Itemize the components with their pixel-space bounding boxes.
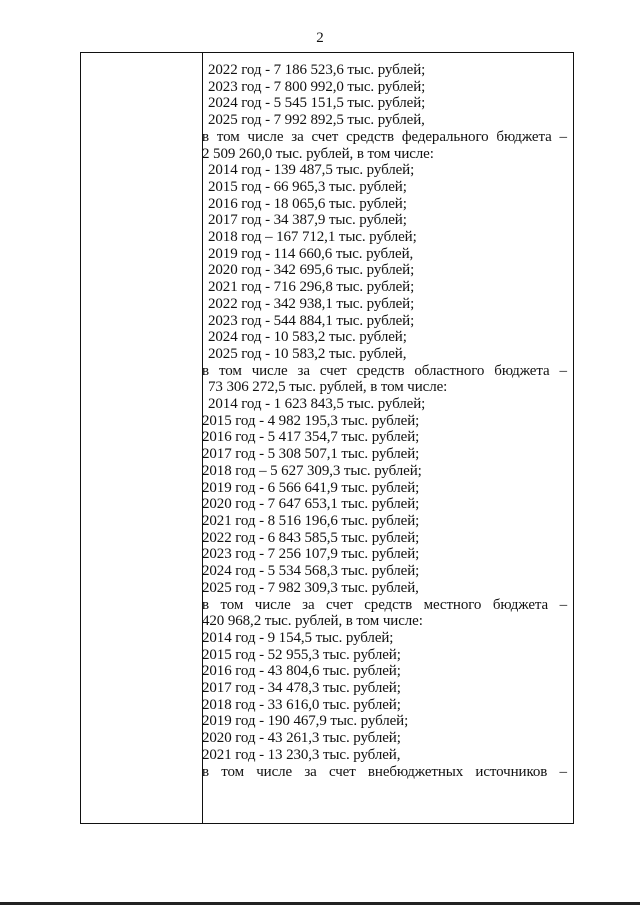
text-word: средств (356, 362, 405, 379)
text-line: 2016 год - 5 417 354,7 тыс. рублей; (202, 429, 420, 446)
text-line: 2025 год - 10 583,2 тыс. рублей, (208, 345, 407, 362)
text-word: за (291, 128, 304, 145)
text-word: бюджета (494, 362, 550, 379)
text-line: 2020 год - 43 261,3 тыс. рублей; (202, 730, 401, 747)
text-word: местного (423, 596, 482, 613)
text-line: 2021 год - 716 296,8 тыс. рублей; (208, 279, 415, 296)
text-line: 2022 год - 342 938,1 тыс. рублей; (208, 295, 415, 312)
text-line: 2015 год - 4 982 195,3 тыс. рублей; (202, 412, 420, 429)
text-line: 2018 год – 5 627 309,3 тыс. рублей; (202, 462, 422, 479)
text-word: средств (364, 596, 413, 613)
text-word: – (559, 128, 567, 145)
text-line (202, 129, 567, 146)
funding-text-cell (202, 62, 567, 780)
text-line: 2020 год - 342 695,6 тыс. рублей; (208, 262, 415, 279)
text-word: областного (414, 362, 485, 379)
text-word: – (559, 763, 567, 780)
text-word: источников (475, 763, 548, 780)
text-line: 2014 год - 1 623 843,5 тыс. рублей; (208, 396, 426, 413)
text-line: 2016 год - 43 804,6 тыс. рублей; (202, 663, 401, 680)
text-word: за (297, 362, 310, 379)
text-word: счет (326, 596, 353, 613)
text-word: том (221, 763, 244, 780)
text-line: 2017 год - 34 478,3 тыс. рублей; (202, 680, 401, 697)
text-word: в (202, 362, 209, 379)
text-line: 2019 год - 6 566 641,9 тыс. рублей; (202, 479, 420, 496)
text-word: счет (328, 763, 356, 780)
content-table (80, 52, 574, 824)
text-line: 2016 год - 18 065,6 тыс. рублей; (208, 195, 407, 212)
text-word: в (202, 596, 209, 613)
text-word: за (302, 596, 315, 613)
text-line: 2023 год - 544 884,1 тыс. рублей; (208, 312, 415, 329)
text-line: 2015 год - 66 965,3 тыс. рублей; (208, 178, 407, 195)
text-word: бюджета (492, 596, 549, 613)
text-line: 2021 год - 8 516 196,6 тыс. рублей; (202, 512, 420, 529)
text-line: 2018 год - 33 616,0 тыс. рублей; (202, 696, 401, 713)
text-line: 2014 год - 9 154,5 тыс. рублей; (202, 629, 394, 646)
text-word: том (216, 128, 240, 145)
text-line: 2 509 260,0 тыс. рублей, в том числе: (202, 145, 434, 162)
text-line: 2015 год - 52 955,3 тыс. рублей; (202, 646, 401, 663)
page-number: 2 (316, 30, 324, 46)
text-word: в (202, 128, 209, 145)
text-line: 2021 год - 13 230,3 тыс. рублей, (202, 746, 401, 763)
text-word: федерального (401, 128, 489, 145)
text-line (202, 597, 567, 614)
text-line: 2024 год - 5 534 568,3 тыс. рублей; (202, 563, 420, 580)
text-line (202, 363, 567, 380)
text-word: счет (311, 128, 339, 145)
text-line: 2023 год - 7 256 107,9 тыс. рублей; (202, 546, 420, 563)
text-line: 2019 год - 190 467,9 тыс. рублей; (202, 713, 409, 730)
text-word: счет (319, 362, 347, 379)
text-word: том (218, 362, 242, 379)
text-word: за (304, 763, 317, 780)
text-word: бюджета (496, 128, 552, 145)
text-word: том (220, 596, 244, 613)
text-line: 2022 год - 7 186 523,6 тыс. рублей; (208, 62, 426, 78)
text-line: 73 306 272,5 тыс. рублей, в том числе: (208, 379, 448, 396)
text-line: 2020 год - 7 647 653,1 тыс. рублей; (202, 496, 420, 513)
text-word: – (559, 362, 567, 379)
text-line: 420 968,2 тыс. рублей, в том числе: (202, 613, 423, 630)
text-line: 2024 год - 5 545 151,5 тыс. рублей; (208, 95, 426, 112)
text-word: числе (256, 763, 293, 780)
text-line: 2024 год - 10 583,2 тыс. рублей; (208, 329, 407, 346)
text-word: числе (251, 362, 288, 379)
text-word: внебюджетных (367, 763, 464, 780)
text-word: числе (247, 128, 284, 145)
text-word: средств (346, 128, 394, 145)
text-line: 2017 год - 34 387,9 тыс. рублей; (208, 212, 407, 229)
text-line: 2014 год - 139 487,5 тыс. рублей; (208, 162, 415, 179)
text-line: 2018 год – 167 712,1 тыс. рублей; (208, 229, 417, 246)
text-line: 2019 год - 114 660,6 тыс. рублей, (208, 245, 414, 262)
text-line (202, 764, 567, 781)
text-line: 2017 год - 5 308 507,1 тыс. рублей; (202, 446, 420, 463)
text-line: 2025 год - 7 982 309,3 тыс. рублей, (202, 579, 419, 596)
text-line: 2022 год - 6 843 585,5 тыс. рублей; (202, 529, 420, 546)
text-word: – (559, 596, 567, 613)
text-word: числе (254, 596, 291, 613)
text-line: 2025 год - 7 992 892,5 тыс. рублей, (208, 112, 425, 129)
text-word: в (202, 763, 209, 780)
text-line: 2023 год - 7 800 992,0 тыс. рублей; (208, 78, 426, 95)
